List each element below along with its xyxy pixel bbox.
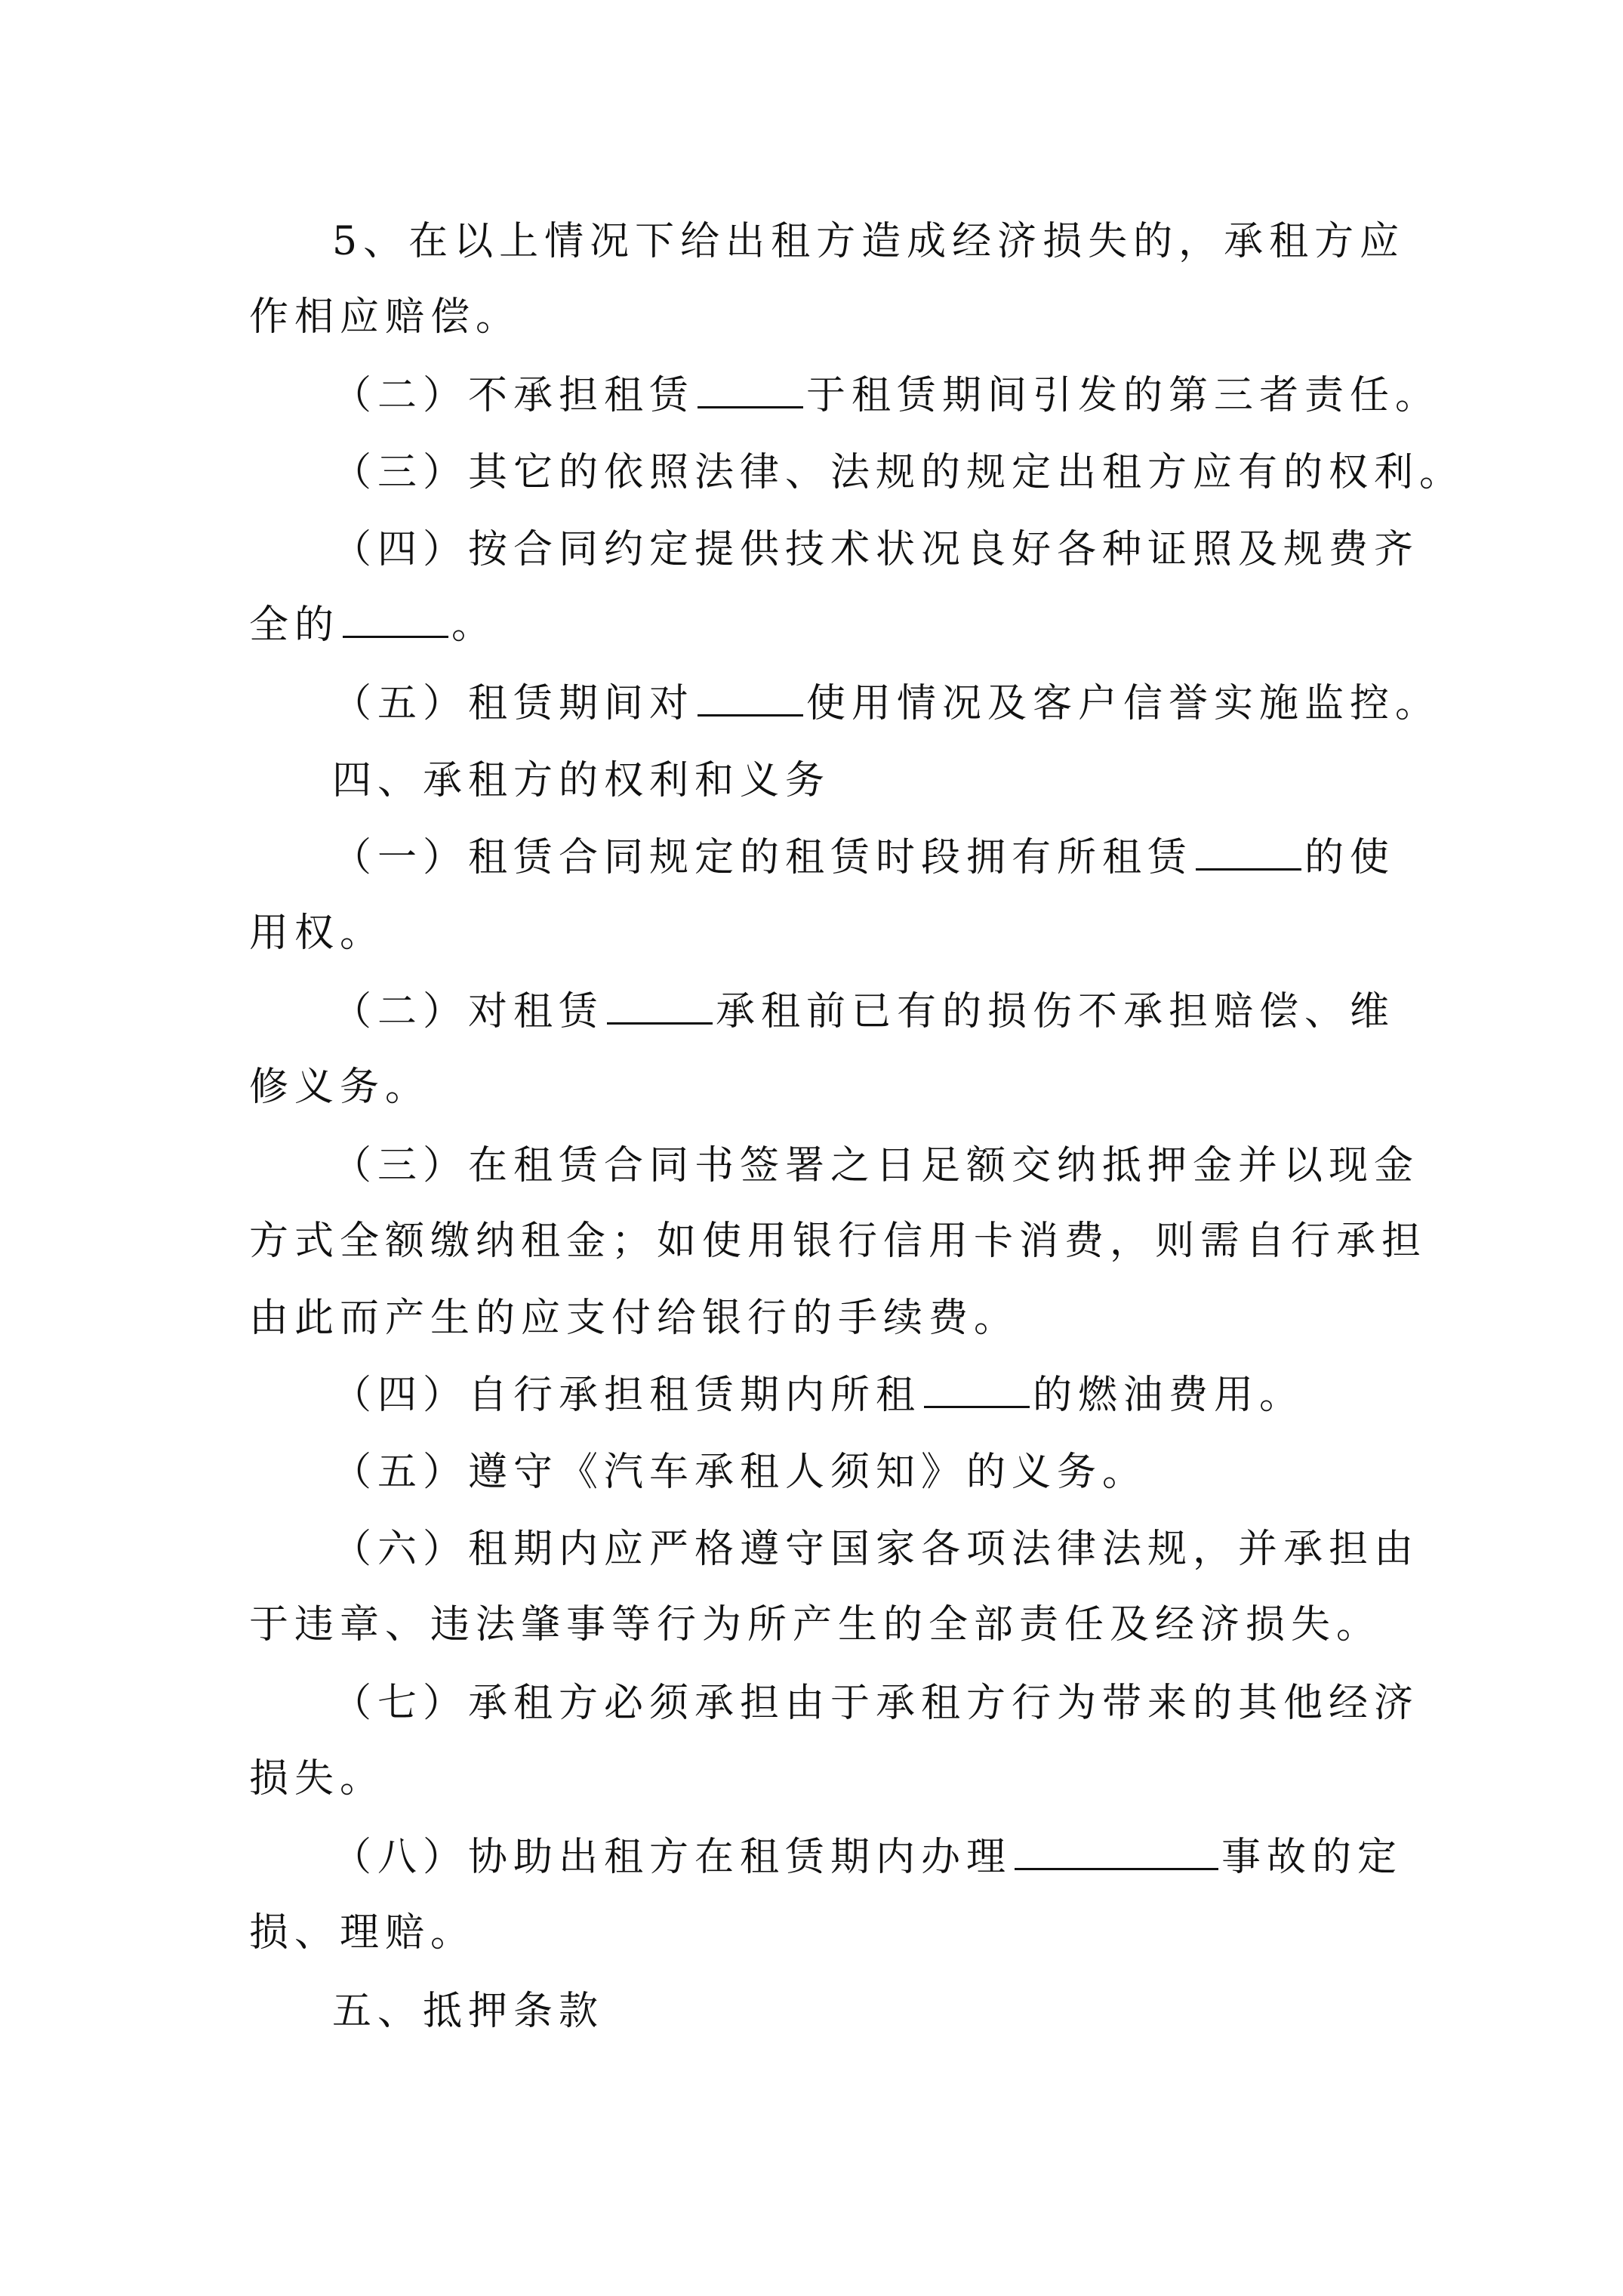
- line-text: 于租赁期间引发的第三者责任。: [806, 373, 1441, 418]
- fill-in-blank: [607, 978, 713, 1025]
- line-text: 。: [451, 603, 497, 648]
- paragraph-line: [0, 1743, 1623, 1815]
- line-text: 损、理赔。: [249, 1910, 476, 1955]
- fill-in-blank: [698, 670, 803, 717]
- paragraph-line: [0, 667, 1623, 740]
- paragraph-line: [0, 513, 1623, 586]
- line-text: （四）按合同约定提供技术状况良好各种证照及规费齐: [332, 527, 1420, 572]
- paragraph-line: [0, 1436, 1623, 1509]
- fill-in-blank: [1015, 1824, 1218, 1870]
- fill-in-blank: [343, 592, 448, 638]
- line-text: （六）租期内应严格遵守国家各项法律法规，并承担由: [332, 1527, 1420, 1572]
- fill-in-blank: [698, 362, 803, 408]
- line-text: （二）对租赁: [332, 989, 605, 1034]
- line-text: （五）租赁期间对: [332, 681, 695, 726]
- line-text: 事故的定: [1221, 1835, 1403, 1880]
- line-text: 作相应赔偿。: [249, 294, 522, 340]
- line-text: 的燃油费用。: [1033, 1373, 1305, 1418]
- fill-in-blank: [1196, 824, 1301, 871]
- fill-in-blank: [924, 1362, 1030, 1408]
- paragraph-line: [0, 1130, 1623, 1202]
- paragraph-line: [0, 1051, 1623, 1123]
- paragraph-line: [0, 359, 1623, 432]
- line-text: （七）承租方必须承担由于承租方行为带来的其他经济: [332, 1681, 1420, 1726]
- paragraph-line: [0, 897, 1623, 969]
- line-text: （八）协助出租方在租赁期内办理: [332, 1835, 1012, 1880]
- paragraph-line: [0, 1821, 1623, 1894]
- paragraph-line: [0, 436, 1623, 509]
- line-text: 承租前已有的损伤不承担赔偿、维: [716, 989, 1396, 1034]
- line-text: 全的: [249, 603, 340, 648]
- section-heading: [0, 1975, 1623, 2048]
- line-text: 于违章、违法肇事等行为所产生的全部责任及经济损失。: [249, 1602, 1382, 1647]
- paragraph-line: [0, 975, 1623, 1048]
- paragraph-line: [0, 1359, 1623, 1432]
- line-text: （一）租赁合同规定的租赁时段拥有所租赁: [332, 835, 1193, 880]
- line-text: 由此而产生的应支付给银行的手续费。: [249, 1296, 1020, 1341]
- paragraph-line: [0, 1667, 1623, 1740]
- line-text: 四、承租方的权利和义务: [332, 758, 831, 803]
- paragraph-line: [0, 1897, 1623, 1969]
- line-text: （二）不承担租赁: [332, 373, 695, 418]
- line-text: （四）自行承担租赁期内所租: [332, 1373, 922, 1418]
- line-text: 使用情况及客户信誉实施监控。: [806, 681, 1441, 726]
- paragraph-line: [0, 1282, 1623, 1354]
- line-text: 用权。: [249, 911, 386, 956]
- line-text: （三）在租赁合同书签署之日足额交纳抵押金并以现金: [332, 1143, 1420, 1188]
- line-text: 的使: [1304, 835, 1396, 880]
- paragraph-line: [0, 821, 1623, 894]
- line-text: （三）其它的依照法律、法规的规定出租方应有的权利。: [332, 450, 1465, 495]
- paragraph-line: [0, 589, 1623, 661]
- line-text: 五、抵押条款: [332, 1989, 605, 2034]
- line-text: 5、在以上情况下给出租方造成经济损失的，承租方应: [332, 219, 1406, 264]
- line-text: 损失。: [249, 1756, 386, 1801]
- paragraph-line: [0, 205, 1623, 278]
- paragraph-line: [0, 1513, 1623, 1586]
- paragraph-line: [0, 1589, 1623, 1661]
- paragraph-line: [0, 1205, 1623, 1277]
- section-heading: [0, 744, 1623, 817]
- paragraph-line: [0, 281, 1623, 353]
- line-text: （五）遵守《汽车承租人须知》的义务。: [332, 1450, 1148, 1495]
- line-text: 修义务。: [249, 1065, 431, 1110]
- line-text: 方式全额缴纳租金；如使用银行信用卡消费，则需自行承担: [249, 1219, 1427, 1264]
